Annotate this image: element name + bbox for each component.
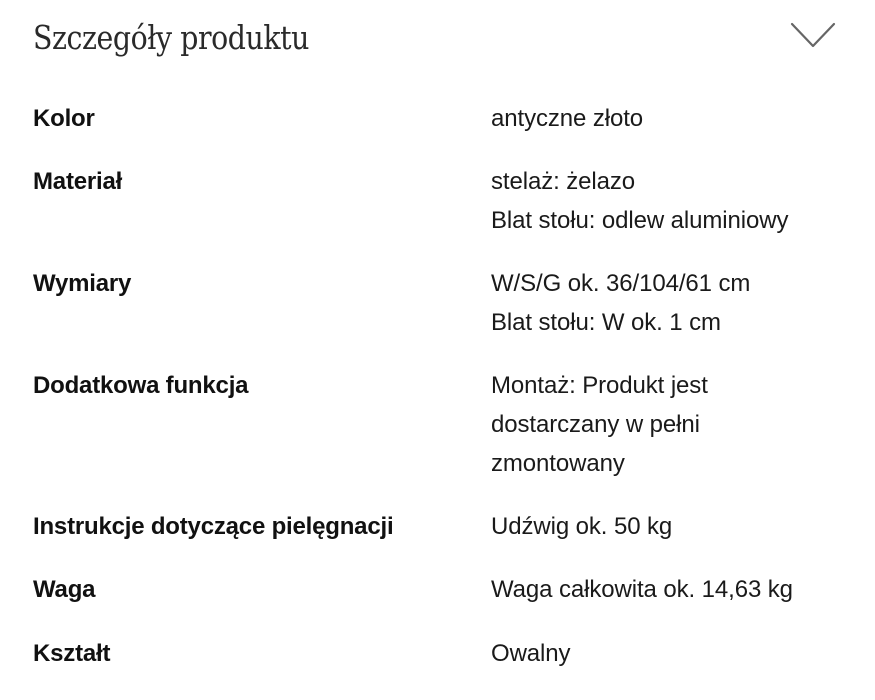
spec-value-line: Udźwig ok. 50 kg [491,513,673,540]
spec-label: Waga [33,576,96,603]
spec-value-line: Blat stołu: odlew aluminiowy [491,207,789,234]
spec-label: Instrukcje dotyczące pielęgnacji [33,513,394,540]
spec-row-weight [33,570,853,634]
spec-value-line: Blat stołu: W ok. 1 cm [491,309,721,336]
spec-value [491,634,853,673]
spec-row-dimensions [33,264,853,366]
spec-value-line: antyczne złoto [491,105,644,132]
spec-value [491,570,853,609]
product-details-header[interactable] [0,0,875,90]
spec-value [491,264,853,342]
spec-value-line: W/S/G ok. 36/104/61 cm [491,270,751,297]
spec-value [491,99,853,138]
spec-value-line: dostarczany w pełni [491,411,700,438]
chevron-down-icon[interactable] [786,16,840,56]
spec-value-line: Montaż: Produkt jest [491,372,708,399]
spec-value-line: zmontowany [491,450,625,477]
spec-label: Dodatkowa funkcja [33,372,249,399]
spec-label: Wymiary [33,270,132,297]
spec-row-shape [33,634,853,684]
spec-label: Materiał [33,168,123,195]
spec-value-line: Owalny [491,640,571,667]
spec-value [491,366,853,483]
spec-row-color [33,99,853,162]
spec-label: Kolor [33,105,95,132]
spec-value [491,162,853,240]
spec-value [491,507,853,546]
spec-row-additional-function [33,366,853,507]
spec-value-line: stelaż: żelazo [491,168,636,195]
section-title: Szczegóły produktu [33,18,309,57]
spec-row-material [33,162,853,264]
spec-value-line: Waga całkowita ok. 14,63 kg [491,576,793,603]
product-specs-table [33,99,853,684]
spec-label: Kształt [33,640,111,667]
spec-row-care-instructions [33,507,853,570]
